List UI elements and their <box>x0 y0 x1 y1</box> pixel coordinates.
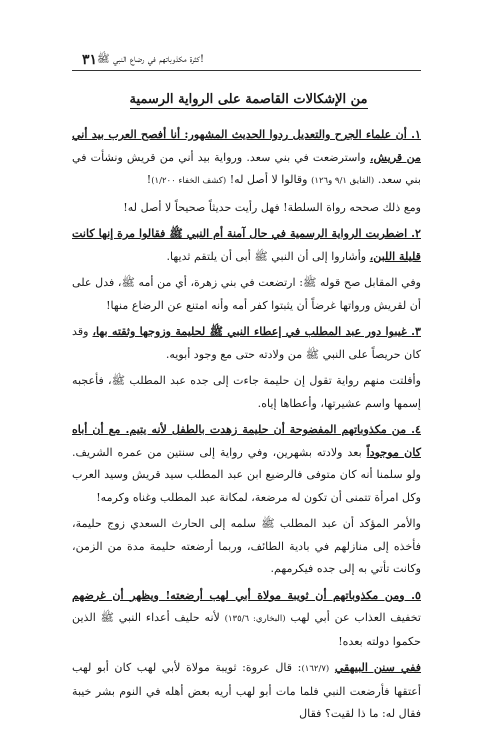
paragraph-2: ومع ذلك صححه رواة السلطة! فهل رأيت حديثاً صحيحاً لا أصل له! <box>123 200 421 214</box>
citation: (١٦٢/٧) <box>301 664 330 674</box>
point-3-heading: ٣. غيبوا دور عبد المطلب في إعطاء النبي ﷺ لحليمة وزوجها وثقته بها، <box>92 325 421 338</box>
paragraph-3 <box>72 223 421 268</box>
page-number: ٣١ <box>82 52 98 68</box>
point-1-end: ! <box>146 173 152 186</box>
paragraph-6: وأفلتت منهم رواية تقول إن حليمة جاءت إلى جده عبد المطلب ﷺ، فأعجبه إسمها واسم عشيرتها، وأعطاها إياه. <box>72 374 421 410</box>
citation: (كشف الخفاء ١/٢٠٠) <box>151 176 227 186</box>
paragraph-1 <box>72 124 421 193</box>
running-title: كثرة مكذوباتهم في رضاع النبي ﷺ! <box>97 52 205 65</box>
point-4-text: بعد ولادته بشهرين، وفي رواية إلى سنتين من عمره الشريف. ولو سلمنا أنه كان متوفى فالرضيع ابن عبد المطلب سيد قريش وسيد العرب وكل امرأة تتمنى أن تكون له مرضعة، لمكانة عبد المطلب وغناه وكرمه! <box>72 445 421 504</box>
point-5-heading: ٥. ومن مكذوباتهم أن ثويبة مولاة أبي لهب أرضعته! ويظهر أن غرضهم <box>72 588 421 602</box>
point-1-heading: ١. أن علماء الجرح والتعديل ردوا الحديث المشهور: أنا أفصح العرب بيد أني من قريش، <box>72 128 421 164</box>
paragraph-5 <box>72 321 421 366</box>
point-1-text: واسترضعت في بني سعد. ورواية بيد أني من قريش ونشأت في بني سعد. <box>72 150 421 186</box>
point-5-text: تخفيف العذاب عن أبي لهب <box>290 611 422 624</box>
point-3-text: وقد كان حريصاً على النبي ﷺ من ولادته حتى مع وجود أبويه. <box>72 325 421 361</box>
paragraph-10 <box>72 657 421 726</box>
section-title <box>0 92 497 107</box>
paragraph-10-text: : قال عروة: ثويبة مولاة لأبي لهب كان أبو لهب أعتقها فأرضعت النبي فلما مات أبو لهب أريه بعض أهله في النوم بشر خيبة فقال له: ما ذا لقيت؟ فقال <box>72 661 421 720</box>
body-text <box>72 124 421 730</box>
point-4-heading: ٤. من مكذوباتهم المفضوحة أن حليمة زهدت بالطفل لأنه يتيم. مع أن أباه كان موجوداً <box>72 423 421 459</box>
point-5-text-2: لأنه حليف أعداء النبي ﷺ الذين حكموا دولته بعده! <box>72 611 421 648</box>
source-lead: ففي سنن البيهقي <box>334 661 422 674</box>
paragraph-9 <box>72 585 421 654</box>
paragraph-8: والأمر المؤكد أن عبد المطلب ﷺ سلمه إلى الحارث السعدي زوج حليمة، فأخذه إلى منازلهم في بادية الطائف، وربما أرضعته حليمة مدة من الزمن، وكانت تأتي به إلى جده فيكرمهم. <box>72 517 421 575</box>
point-2-heading: ٢. اضطربت الرواية الرسمية في حال آمنة أم النبي ﷺ فقالوا مرة إنها كانت قليلة اللبن، <box>72 227 421 263</box>
citation: (الفايق ٩/١ و١٢٦) <box>311 176 375 186</box>
running-header <box>72 50 421 71</box>
point-1-text-2: وقالوا لا أصل له! <box>229 173 308 186</box>
paragraph-7 <box>72 419 421 509</box>
citation: (البخاري: ١٣٥/٦) <box>224 614 286 624</box>
point-2-text: وأشاروا إلى أن النبي ﷺ أبى أن يلتقم ثديها. <box>166 249 367 263</box>
section-title-text: من الإشكالات القاصمة على الرواية الرسمية <box>129 92 368 107</box>
paragraph-4: وفي المقابل صح قوله ﷺ: ارتضعت في بني زهرة، أي من أمه ﷺ، فدل على أن لقريش ورواتها غرضاً أن يثبتوا كفر أمه وأنه امتنع عن الرضاع منها! <box>72 276 421 312</box>
